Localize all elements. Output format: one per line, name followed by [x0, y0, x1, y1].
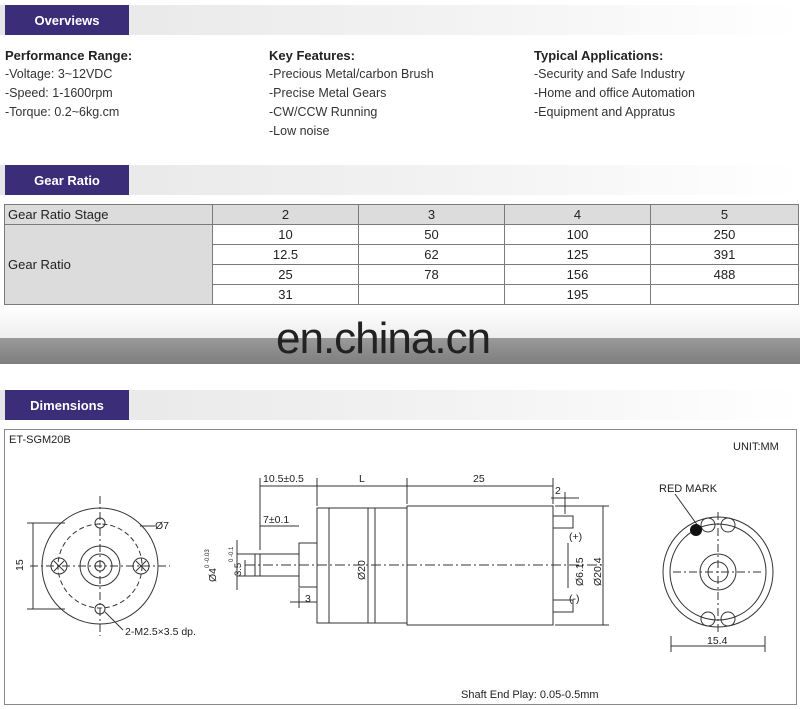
dim-tol2: 0 -0.1: [229, 546, 235, 562]
ratio-cell: 62: [359, 245, 505, 265]
performance-item: -Speed: 1-1600rpm: [5, 86, 113, 100]
applications-column: [534, 46, 695, 122]
dim-len-l: L: [359, 473, 365, 485]
dim-dia-20: Ø20: [356, 560, 368, 580]
ratio-cell: 156: [505, 265, 651, 285]
red-mark-dot: [690, 524, 702, 536]
application-item: -Home and office Automation: [534, 86, 695, 100]
gear-ratio-tab[interactable]: Gear Ratio: [5, 165, 129, 195]
ratio-label: Gear Ratio: [5, 225, 213, 305]
red-mark-label: RED MARK: [659, 483, 718, 495]
application-item: -Equipment and Appratus: [534, 105, 676, 119]
dim-len-a: 10.5±0.5: [263, 473, 304, 485]
ratio-cell: 25: [213, 265, 359, 285]
feature-item: -CW/CCW Running: [269, 105, 378, 119]
dim-hole-dia: Ø7: [155, 520, 170, 532]
dimensions-tab[interactable]: Dimensions: [5, 390, 129, 420]
overviews-header: [0, 5, 800, 35]
ratio-cell: 78: [359, 265, 505, 285]
performance-item: -Torque: 0.2~6kg.cm: [5, 105, 120, 119]
model-label: ET-SGM20B: [9, 434, 71, 446]
ratio-cell: 100: [505, 225, 651, 245]
ratio-cell: 488: [651, 265, 799, 285]
performance-item: -Voltage: 3~12VDC: [5, 67, 113, 81]
ratio-cell: 12.5: [213, 245, 359, 265]
ratio-cell: 195: [505, 285, 651, 305]
table-row: [5, 225, 799, 245]
performance-heading: Performance Range:: [5, 48, 133, 63]
dim-flat: 3.5: [233, 562, 244, 576]
dimensions-header: [0, 390, 800, 420]
overviews-tab[interactable]: Overviews: [5, 5, 129, 35]
terminal-minus: (-): [569, 593, 580, 605]
gear-ratio-table: [4, 204, 799, 305]
ratio-cell: [651, 285, 799, 305]
features-column: [269, 46, 434, 141]
motor-drawing-svg: [5, 430, 796, 704]
ratio-cell: 125: [505, 245, 651, 265]
stage-label: Gear Ratio Stage: [5, 205, 213, 225]
dim-shaft-tol: 0 -0.03: [205, 549, 211, 568]
feature-item: -Precise Metal Gears: [269, 86, 387, 100]
unit-label: UNIT:MM: [733, 441, 779, 453]
performance-column: [5, 46, 132, 122]
ratio-cell: 50: [359, 225, 505, 245]
features-heading: Key Features:: [269, 48, 355, 63]
ratio-cell: [359, 285, 505, 305]
dim-width-154: 15.4: [707, 635, 728, 647]
dim-screw: 2-M2.5×3.5 dp.: [125, 626, 196, 638]
dim-len-25: 25: [473, 473, 485, 485]
stage-cell: 4: [505, 205, 651, 225]
application-item: -Security and Safe Industry: [534, 67, 685, 81]
shaft-play-note: Shaft End Play: 0.05-0.5mm: [461, 689, 599, 701]
ratio-cell: 10: [213, 225, 359, 245]
dim-len-7: 7±0.1: [263, 514, 290, 526]
feature-item: -Low noise: [269, 124, 330, 138]
dim-dia-615: Ø6.15: [574, 557, 586, 586]
gear-ratio-header-row: [5, 205, 799, 225]
applications-heading: Typical Applications:: [534, 48, 664, 63]
terminal-plus: (+): [569, 531, 583, 543]
dim-dia-204: Ø20.4: [592, 557, 604, 586]
watermark-text: en.china.cn: [276, 314, 491, 363]
stage-cell: 5: [651, 205, 799, 225]
dim-len-3: 3: [305, 593, 311, 605]
dim-shaft-dia: Ø4: [207, 567, 219, 582]
dimension-drawing: [4, 429, 797, 705]
ratio-cell: 391: [651, 245, 799, 265]
ratio-cell: 31: [213, 285, 359, 305]
ratio-cell: 250: [651, 225, 799, 245]
dim-front-height: 15: [14, 559, 26, 571]
feature-item: -Precious Metal/carbon Brush: [269, 67, 434, 81]
stage-cell: 3: [359, 205, 505, 225]
stage-cell: 2: [213, 205, 359, 225]
gear-ratio-header: [0, 165, 800, 195]
dim-len-2: 2: [555, 485, 561, 497]
